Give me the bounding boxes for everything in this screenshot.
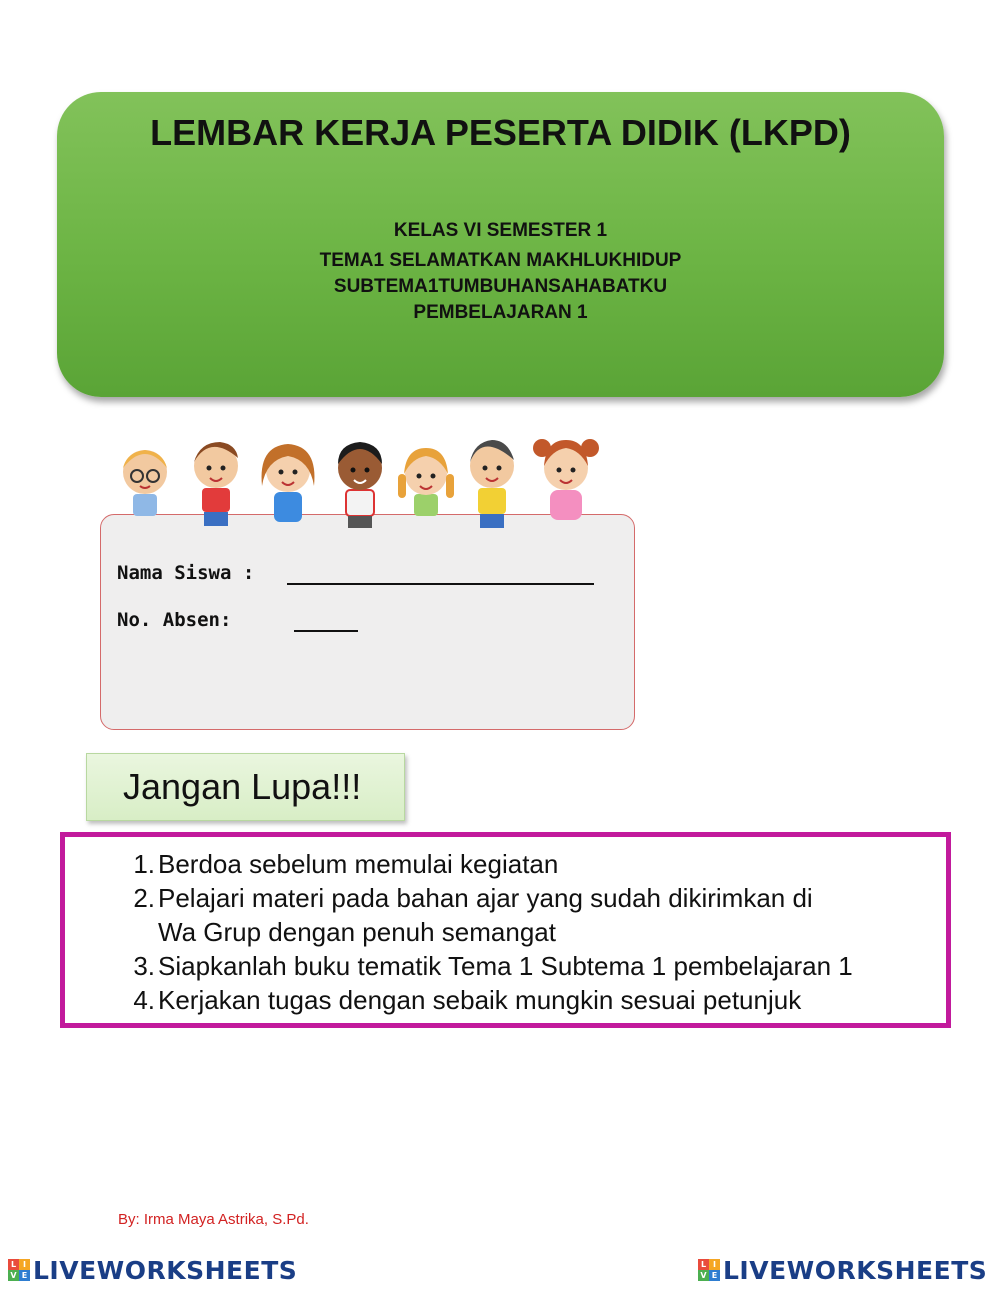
liveworksheets-icon: L I V E xyxy=(698,1259,720,1281)
child-5 xyxy=(398,448,454,516)
instruction-text: Siapkanlah buku tematik Tema 1 Subtema 1 pembelajaran 1 xyxy=(158,951,853,981)
child-3 xyxy=(262,444,315,522)
instruction-text: Wa Grup dengan penuh semangat xyxy=(158,917,556,947)
class-semester: KELAS VI SEMESTER 1 xyxy=(393,220,608,241)
instruction-number: 2. xyxy=(133,883,155,913)
child-2 xyxy=(194,442,238,526)
instruction-number: 1. xyxy=(133,849,155,879)
instruction-text: Pelajari materi pada bahan ajar yang sudah dikirimkan di xyxy=(158,883,813,913)
student-name-label: Nama Siswa : xyxy=(117,562,255,584)
child-4 xyxy=(338,442,382,528)
liveworksheets-icon: L I V E xyxy=(8,1259,30,1281)
absen-label: No. Absen: xyxy=(117,609,232,631)
subtheme-line: SUBTEMA1TUMBUHANSAHABATKU xyxy=(333,276,668,297)
instruction-number: 4. xyxy=(133,985,155,1015)
liveworksheets-wordmark: LIVEWORKSHEETS xyxy=(723,1255,988,1285)
instruction-text: Berdoa sebelum memulai kegiatan xyxy=(158,849,559,879)
author-credit: By: Irma Maya Astrika, S.Pd. xyxy=(118,1211,309,1228)
student-info-card xyxy=(100,514,635,730)
header-banner xyxy=(57,92,944,397)
child-7 xyxy=(533,439,599,520)
reminder-label: Jangan Lupa!!! xyxy=(123,766,362,807)
theme-line: TEMA1 SELAMATKAN MAKHLUKHIDUP xyxy=(319,250,682,271)
instructions-box xyxy=(60,832,951,1028)
lesson-line: PEMBELAJARAN 1 xyxy=(413,302,588,323)
child-1 xyxy=(123,450,167,516)
instruction-text: Kerjakan tugas dengan sebaik mungkin sesuai petunjuk xyxy=(158,985,802,1015)
child-6 xyxy=(470,440,514,528)
liveworksheets-logo-left[interactable] xyxy=(8,1255,297,1285)
liveworksheets-wordmark: LIVEWORKSHEETS xyxy=(33,1255,298,1285)
liveworksheets-logo-right[interactable] xyxy=(698,1255,987,1285)
instruction-number: 3. xyxy=(133,951,155,981)
children-illustration xyxy=(108,438,628,538)
reminder-tag xyxy=(86,753,405,821)
worksheet-title: LEMBAR KERJA PESERTA DIDIK (LKPD) xyxy=(150,112,851,153)
absen-field[interactable] xyxy=(294,630,358,632)
student-name-field[interactable] xyxy=(287,583,594,585)
